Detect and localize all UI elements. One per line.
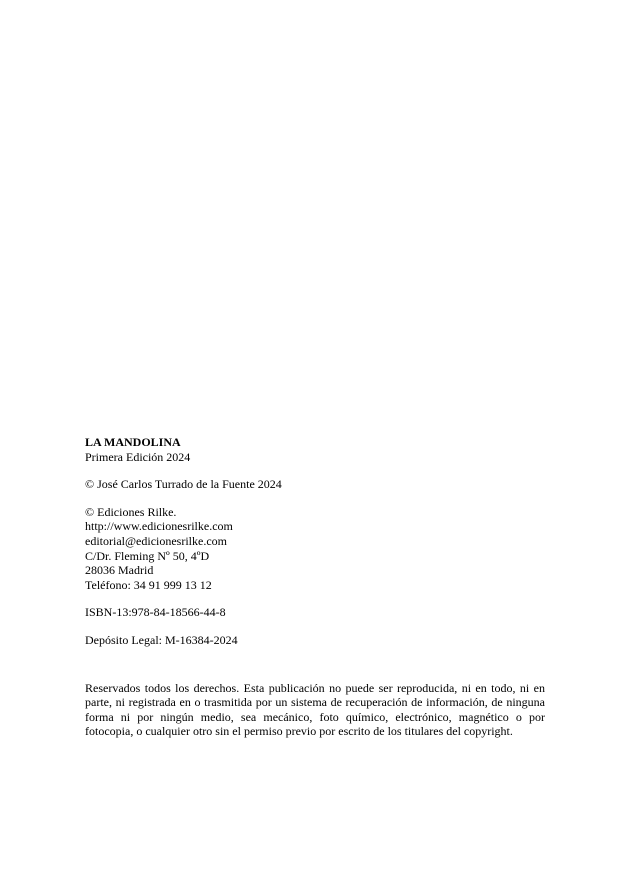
publisher-address-city: 28036 Madrid	[85, 563, 154, 578]
publisher-copyright: © Ediciones Rilke.	[85, 504, 177, 519]
spacer	[85, 620, 545, 633]
spacer	[85, 592, 545, 605]
publisher-address-street: C/Dr. Fleming Nº 50, 4ºD	[85, 548, 210, 563]
isbn: ISBN-13:978-84-18566-44-8	[85, 605, 226, 620]
author-copyright: © José Carlos Turrado de la Fuente 2024	[85, 477, 282, 492]
spacer	[85, 648, 545, 681]
edition-line: Primera Edición 2024	[85, 449, 191, 464]
publisher-email: editorial@edicionesrilke.com	[85, 533, 228, 548]
publisher-website: http://www.edicionesrilke.com	[85, 519, 233, 534]
book-title: LA MANDOLINA	[85, 435, 181, 449]
legal-deposit: Depósito Legal: M-16384-2024	[85, 632, 238, 647]
spacer	[85, 464, 545, 477]
copyright-page	[85, 435, 545, 739]
rights-notice: Reservados todos los derechos. Esta publicación no puede ser reproducida, ni en todo, ni en parte, ni registrada en o trasmitida por un sistema de recuperación de información, de ninguna forma ni por ningún medio, sea mecánico, foto químico, electrónico, magnético o por fotocopia, o cualquier otro sin el permiso previo por escrito de los titulares del copyright.	[85, 680, 545, 739]
publisher-phone: Teléfono: 34 91 999 13 12	[85, 577, 212, 592]
spacer	[85, 492, 545, 505]
